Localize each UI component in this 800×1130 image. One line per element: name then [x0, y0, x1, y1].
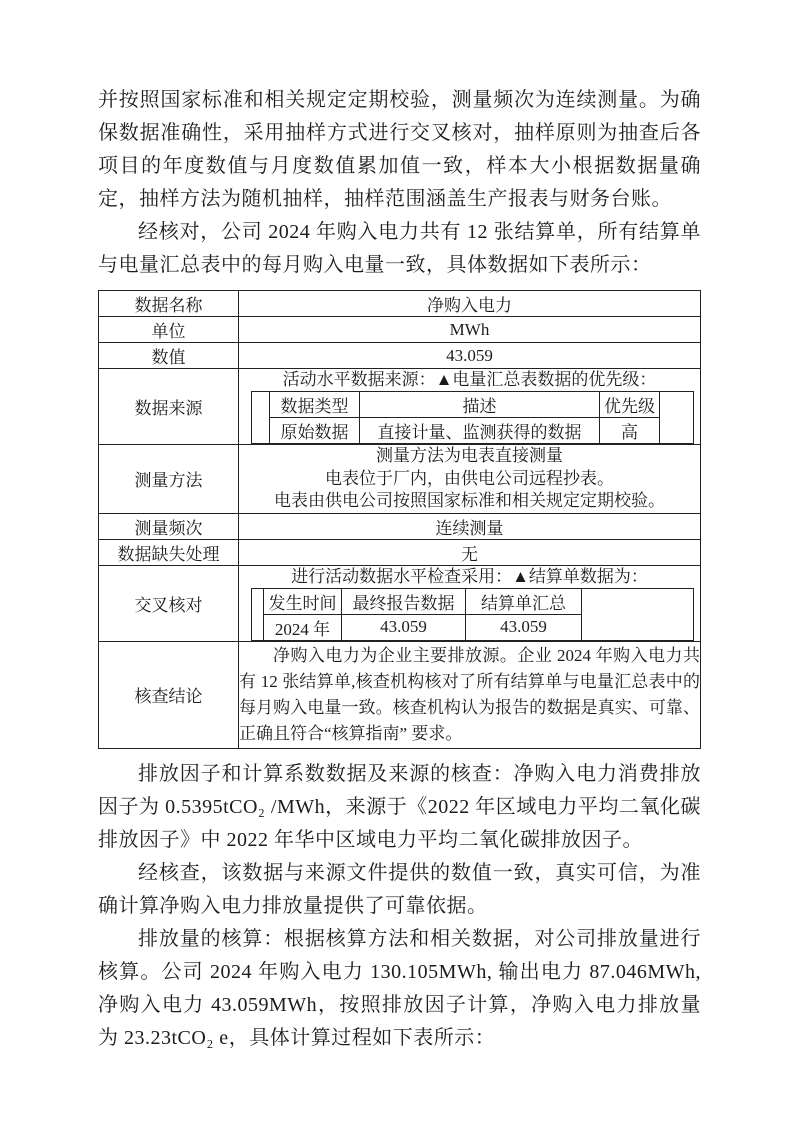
- row-value: 连续测量: [239, 513, 701, 539]
- row-value: 净购入电力: [239, 291, 701, 317]
- cross-check-nested-table: [251, 588, 694, 641]
- row-label: 数据名称: [99, 291, 239, 317]
- method-line: 电表由供电公司按照国家标准和相关规定定期校验。: [274, 491, 665, 510]
- cross-check-header: 进行活动数据水平检查采用：▲结算单数据为：: [291, 566, 648, 586]
- nested-header: 发生时间: [264, 588, 342, 614]
- priority-nested-table: [251, 391, 694, 444]
- nested-header: 描述: [360, 392, 600, 418]
- conclusion-cell: [239, 641, 701, 748]
- conclusion-text: 净购入电力为企业主要排放源。企业 2024 年购入电力共有 12 张结算单,核查机构核对了所有结算单与电量汇总表中的每月购入电量一致。核查机构认为报告的数据是真实、可靠、正确且符合“核算指南” 要求。: [239, 645, 700, 743]
- nested-cell: 2024 年: [264, 614, 342, 640]
- method-line: 电表位于厂内，由供电公司远程抄表。: [325, 468, 614, 488]
- nested-header-row: [252, 392, 694, 418]
- table-row-unit: [99, 317, 701, 343]
- row-label: 交叉核对: [99, 565, 239, 641]
- row-value: MWh: [239, 317, 701, 343]
- paragraph-emission-factor: 排放因子和计算系数数据及来源的核查：净购入电力消费排放因子为 0.5395tCO₂ /MWh，来源于《2022 年区域电力平均二氧化碳排放因子》中 2022 年华中区域电力平均二氧化碳排放因子。: [98, 762, 701, 851]
- nested-filler-left: [252, 392, 270, 444]
- data-source-cell: [239, 369, 701, 445]
- nested-cell: 直接计量、监测获得的数据: [360, 418, 600, 444]
- paragraph-emission-calculation: 排放量的核算：根据核算方法和相关数据，对公司排放量进行核算。公司 2024 年购入电力 130.105MWh, 输出电力 87.046MWh, 净购入电力 43.059MWh，按照排放因子计算，净购入电力排放量为 23.23tCO₂ e，具体计算过程如下表所示：: [98, 927, 701, 1049]
- table-row-measurement-method: [99, 445, 701, 514]
- table-row-missing-data: [99, 539, 701, 565]
- verification-data-table: [98, 290, 701, 749]
- row-label: 测量频次: [99, 513, 239, 539]
- table-row-data-source: [99, 369, 701, 445]
- table-row-conclusion: [99, 641, 701, 748]
- nested-cell: 高: [600, 418, 660, 444]
- row-value: 43.059: [239, 343, 701, 369]
- nested-header: 结算单汇总: [466, 588, 582, 614]
- table-row-frequency: [99, 513, 701, 539]
- nested-data-row: [252, 418, 694, 444]
- nested-header-row: [252, 588, 694, 614]
- nested-header: 数据类型: [270, 392, 360, 418]
- row-label: 测量方法: [99, 445, 239, 514]
- row-label: 核查结论: [99, 641, 239, 748]
- method-line: 测量方法为电表直接测量: [376, 446, 563, 465]
- nested-header: 优先级: [600, 392, 660, 418]
- table-row-cross-check: [99, 565, 701, 641]
- row-label: 数据缺失处理: [99, 539, 239, 565]
- nested-cell: 原始数据: [270, 418, 360, 444]
- cross-check-cell: [239, 565, 701, 641]
- row-value: 无: [239, 539, 701, 565]
- row-label: 数值: [99, 343, 239, 369]
- row-label: 单位: [99, 317, 239, 343]
- nested-cell: 43.059: [466, 614, 582, 640]
- data-source-header: 活动水平数据来源：▲电量汇总表数据的优先级：: [282, 370, 657, 389]
- nested-filler-left: [252, 588, 264, 640]
- nested-cell: 43.059: [342, 614, 466, 640]
- paragraph-calibration: 并按照国家标准和相关规定定期校验，测量频次为连续测量。为确保数据准确性，采用抽样方式进行交叉核对，抽样原则为抽查后各项目的年度数值与月度数值累加值一致，样本大小根据数据量确定，抽样方法为随机抽样，抽样范围涵盖生产报表与财务台账。: [98, 89, 701, 210]
- nested-header: 最终报告数据: [342, 588, 466, 614]
- paragraph-settlement-intro: 经核对，公司 2024 年购入电力共有 12 张结算单，所有结算单与电量汇总表中的每月购入电量一致，具体数据如下表所示：: [98, 221, 701, 276]
- row-label: 数据来源: [99, 369, 239, 445]
- nested-filler-right: [582, 588, 694, 640]
- table-row-value: [99, 343, 701, 369]
- table-row-data-name: [99, 291, 701, 317]
- paragraph-verification: 经核查，该数据与来源文件提供的数值一致，真实可信，为准确计算净购入电力排放量提供了可靠依据。: [98, 861, 701, 917]
- nested-filler-right: [660, 392, 694, 444]
- measurement-method-cell: [239, 445, 701, 514]
